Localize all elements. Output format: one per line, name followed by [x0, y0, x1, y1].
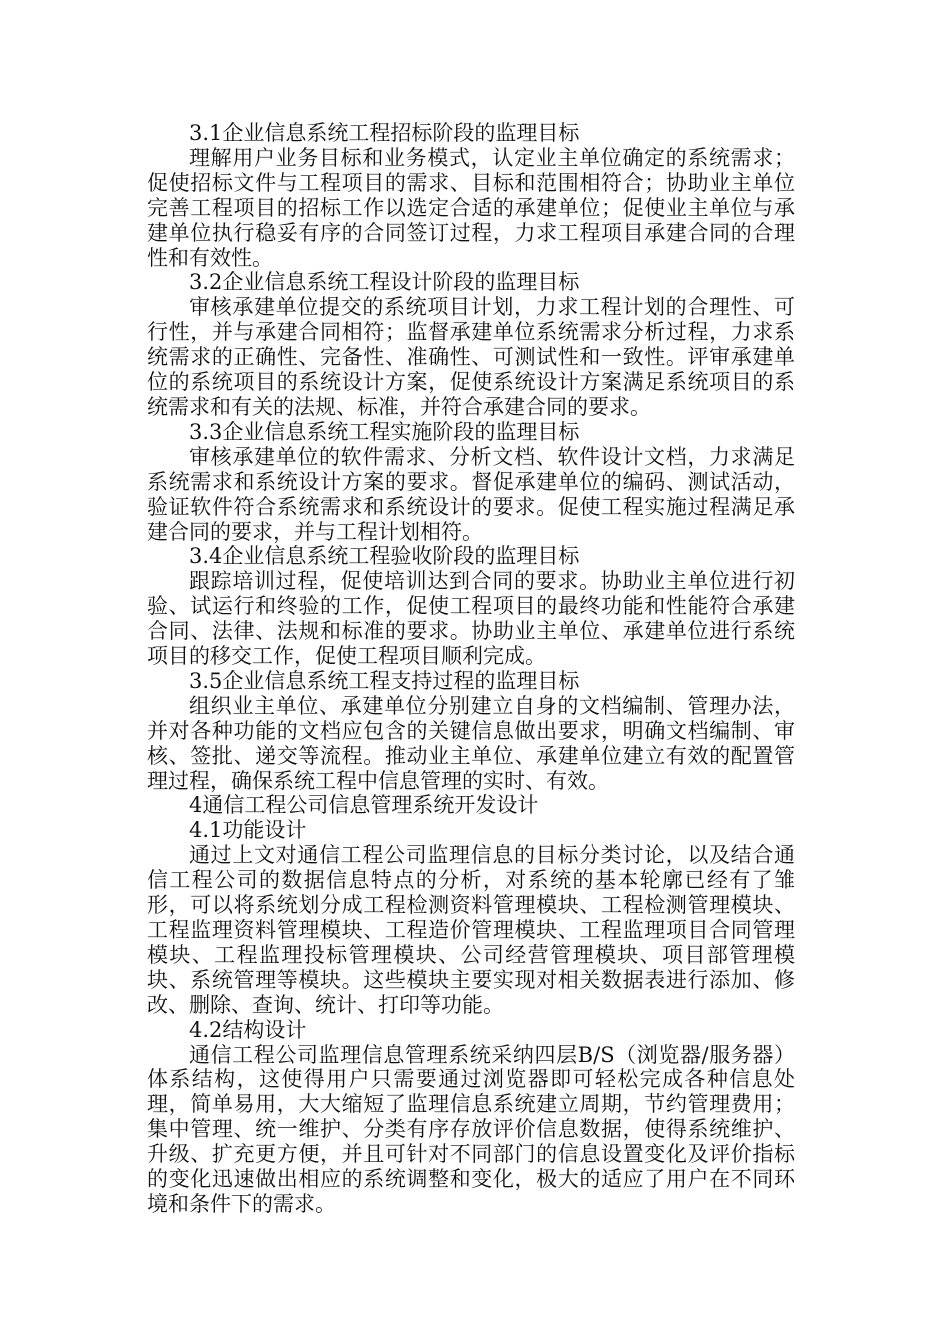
section-paragraph-3-2: 审核承建单位提交的系统项目计划，力求工程计划的合理性、可行性，并与承建合同相符；监督承建单位系统需求分析过程，力求系统需求的正确性、完备性、准确性、可测试性和一致性。评审承建单位的系统项目的系统设计方案，促使系统设计方案满足系统项目的系统需求和有关的法规、标准，并符合承建合同的要求。: [147, 295, 795, 419]
section-paragraph-3-4: 跟踪培训过程，促使培训达到合同的要求。协助业主单位进行初验、试运行和终验的工作，促使工程项目的最终功能和性能符合承建合同、法律、法规和标准的要求。协助业主单位、承建单位进行系统项目的移交工作，促使工程项目顺利完成。: [147, 569, 795, 669]
section-paragraph-3-5: 组织业主单位、承建单位分别建立自身的文档编制、管理办法，并对各种功能的文档应包含的关键信息做出要求，明确文档编制、审核、签批、递交等流程。推动业主单位、承建单位建立有效的配置管理过程，确保系统工程中信息管理的实时、有效。: [147, 693, 795, 793]
section-heading-3-4: 3.4企业信息系统工程验收阶段的监理目标: [189, 544, 580, 569]
section-paragraph-3-3: 审核承建单位的软件需求、分析文档、软件设计文档，力求满足系统需求和系统设计方案的要求。督促承建单位的编码、测试活动，验证软件符合系统需求和系统设计的要求。促使工程实施过程满足承建合同的要求，并与工程计划相符。: [147, 444, 795, 544]
section-paragraph-3-1: 理解用户业务目标和业务模式，认定业主单位确定的系统需求；促使招标文件与工程项目的需求、目标和范围相符合；协助业主单位完善工程项目的招标工作以选定合适的承建单位；促使业主单位与承建单位执行稳妥有序的合同签订过程，力求工程项目承建合同的合理性和有效性。: [147, 145, 795, 270]
section-heading-3-2: 3.2企业信息系统工程设计阶段的监理目标: [189, 270, 580, 295]
section-paragraph-4-2: 通信工程公司监理信息管理系统采纳四层B/S（浏览器/服务器）体系结构，这使得用户只需要通过浏览器即可轻松完成各种信息处理，简单易用，大大缩短了监理信息系统建立周期，节约管理费用；集中管理、统一维护、分类有序存放评价信息数据，使得系统维护、升级、扩充更方便，并且可针对不同部门的信息设置变化及评价指标的变化迅速做出相应的系统调整和变化，极大的适应了用户在不同环境和条件下的需求。: [147, 1042, 795, 1216]
section-paragraph-4-1: 通过上文对通信工程公司监理信息的目标分类讨论，以及结合通信工程公司的数据信息特点的分析，对系统的基本轮廓已经有了雏形，可以将系统划分成工程检测资料管理模块、工程检测管理模块、工程监理资料管理模块、工程造价管理模块、工程监理项目合同管理模块、工程监理投标管理模块、公司经营管理模块、项目部管理模块、系统管理等模块。这些模块主要实现对相关数据表进行添加、修改、删除、查询、统计、打印等功能。: [147, 843, 795, 1017]
section-heading-4: 4通信工程公司信息管理系统开发设计: [189, 793, 539, 818]
section-heading-3-3: 3.3企业信息系统工程实施阶段的监理目标: [189, 419, 580, 444]
section-heading-3-5: 3.5企业信息系统工程支持过程的监理目标: [189, 668, 580, 693]
section-heading-4-2: 4.2结构设计: [189, 1017, 307, 1042]
section-heading-4-1: 4.1功能设计: [189, 818, 307, 843]
section-heading-3-1: 3.1企业信息系统工程招标阶段的监理目标: [189, 121, 580, 145]
document-page: [147, 121, 795, 1217]
